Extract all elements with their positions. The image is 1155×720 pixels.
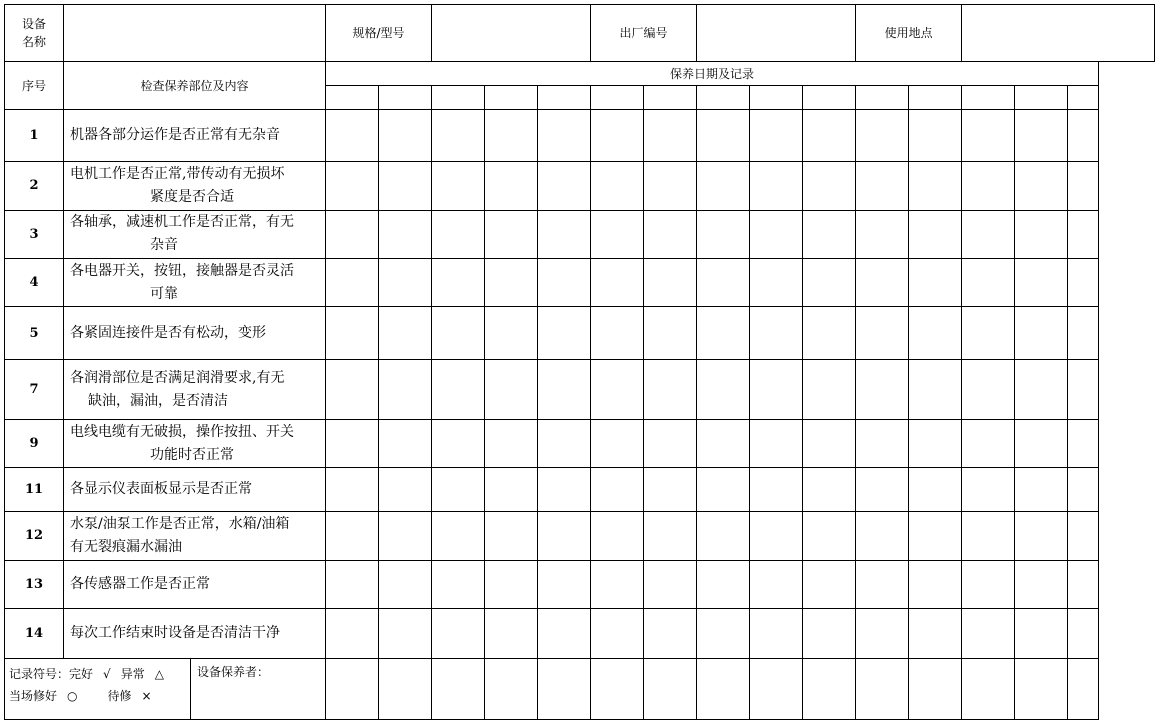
record-cell[interactable] <box>644 307 697 359</box>
record-cell[interactable] <box>962 512 1015 560</box>
record-cell[interactable] <box>962 162 1015 210</box>
item-number: 4 <box>5 259 64 307</box>
record-cell[interactable] <box>538 359 591 420</box>
record-cell[interactable] <box>909 109 962 161</box>
serial-value[interactable] <box>697 5 856 62</box>
date-cell[interactable] <box>591 85 644 109</box>
record-cell[interactable] <box>750 259 803 307</box>
item-content-line1: 各电器开关，按钮，接触器是否灵活 <box>70 262 294 279</box>
record-cell[interactable] <box>591 210 644 258</box>
serial-label: 出厂编号 <box>591 5 697 62</box>
record-cell[interactable] <box>485 162 538 210</box>
record-cell[interactable] <box>1015 259 1068 307</box>
record-cell[interactable] <box>803 467 856 511</box>
record-cell[interactable] <box>803 608 856 658</box>
footer-legend-cell <box>5 659 326 720</box>
record-cell[interactable] <box>962 420 1015 467</box>
date-cell[interactable] <box>750 85 803 109</box>
spec-label: 规格/型号 <box>326 5 432 62</box>
maintainer-sign-cell[interactable] <box>750 659 803 720</box>
item-number: 12 <box>5 512 64 560</box>
record-cell[interactable] <box>379 467 432 511</box>
record-cell[interactable] <box>697 307 750 359</box>
record-cell[interactable] <box>379 259 432 307</box>
maintainer-sign-cell[interactable] <box>485 659 538 720</box>
record-cell[interactable] <box>1015 467 1068 511</box>
date-cell[interactable] <box>962 85 1015 109</box>
item-number: 5 <box>5 307 64 359</box>
record-cell[interactable] <box>1015 560 1068 608</box>
legend-good-symbol: √ <box>103 667 111 682</box>
date-cell[interactable] <box>856 85 909 109</box>
item-content <box>64 560 326 608</box>
item-number: 14 <box>5 608 64 658</box>
record-cell[interactable] <box>326 359 379 420</box>
record-cell[interactable] <box>962 210 1015 258</box>
date-cell[interactable] <box>1068 85 1099 109</box>
record-cell[interactable] <box>644 420 697 467</box>
record-cell[interactable] <box>644 359 697 420</box>
column-header-row <box>5 62 1155 85</box>
record-cell[interactable] <box>326 467 379 511</box>
record-cell[interactable] <box>326 259 379 307</box>
record-cell[interactable] <box>326 210 379 258</box>
item-number: 7 <box>5 359 64 420</box>
record-cell[interactable] <box>1068 259 1099 307</box>
record-cell[interactable] <box>909 420 962 467</box>
item-content-line2: 有无裂痕漏水漏油 <box>70 538 182 555</box>
record-cell[interactable] <box>856 512 909 560</box>
maintainer-sign-cell[interactable] <box>856 659 909 720</box>
record-cell[interactable] <box>1015 359 1068 420</box>
record-cell[interactable] <box>591 109 644 161</box>
record-cell[interactable] <box>962 307 1015 359</box>
record-cell[interactable] <box>538 560 591 608</box>
maintainer-sign-cell[interactable] <box>909 659 962 720</box>
record-cell[interactable] <box>697 560 750 608</box>
record-cell[interactable] <box>803 259 856 307</box>
item-content <box>64 259 326 307</box>
record-cell[interactable] <box>803 210 856 258</box>
record-cell[interactable] <box>856 109 909 161</box>
record-cell[interactable] <box>485 512 538 560</box>
maintainer-sign-cell[interactable] <box>538 659 591 720</box>
record-cell[interactable] <box>538 467 591 511</box>
record-cell[interactable] <box>538 512 591 560</box>
record-cell[interactable] <box>485 210 538 258</box>
record-cell[interactable] <box>750 210 803 258</box>
record-cell[interactable] <box>485 359 538 420</box>
record-cell[interactable] <box>750 359 803 420</box>
location-label: 使用地点 <box>856 5 962 62</box>
record-cell[interactable] <box>379 420 432 467</box>
record-cell[interactable] <box>379 162 432 210</box>
item-number: 11 <box>5 467 64 511</box>
record-cell[interactable] <box>803 560 856 608</box>
record-cell[interactable] <box>1068 359 1099 420</box>
record-cell[interactable] <box>1068 210 1099 258</box>
record-cell[interactable] <box>591 359 644 420</box>
date-cell[interactable] <box>485 85 538 109</box>
maintenance-table <box>4 4 1155 720</box>
legend-prefix: 记录符号： <box>9 667 70 682</box>
maintainer-sign-cell[interactable] <box>803 659 856 720</box>
maintainer-sign-cell[interactable] <box>697 659 750 720</box>
record-cell[interactable] <box>538 259 591 307</box>
record-cell[interactable] <box>1015 109 1068 161</box>
legend-pending-symbol: × <box>141 689 152 704</box>
record-cell[interactable] <box>750 467 803 511</box>
record-cell[interactable] <box>750 560 803 608</box>
maintainer-sign-cell[interactable] <box>962 659 1015 720</box>
record-cell[interactable] <box>803 109 856 161</box>
record-cell[interactable] <box>326 307 379 359</box>
record-cell[interactable] <box>379 210 432 258</box>
legend-onsite-symbol: ○ <box>67 689 78 704</box>
record-cell[interactable] <box>644 512 697 560</box>
table-row <box>5 307 1155 359</box>
location-value[interactable] <box>962 5 1155 62</box>
maintainer-sign-cell[interactable] <box>591 659 644 720</box>
record-cell[interactable] <box>538 608 591 658</box>
record-cell[interactable] <box>591 162 644 210</box>
record-cell[interactable] <box>485 420 538 467</box>
table-row <box>5 608 1155 658</box>
record-cell[interactable] <box>856 420 909 467</box>
record-cell[interactable] <box>1015 608 1068 658</box>
record-cell[interactable] <box>485 608 538 658</box>
record-cell[interactable] <box>750 420 803 467</box>
record-cell[interactable] <box>909 512 962 560</box>
item-number: 1 <box>5 109 64 161</box>
record-cell[interactable] <box>1015 420 1068 467</box>
date-cell[interactable] <box>803 85 856 109</box>
item-content <box>64 162 326 210</box>
date-cell[interactable] <box>1015 85 1068 109</box>
record-cell[interactable] <box>432 109 485 161</box>
record-cell[interactable] <box>1015 162 1068 210</box>
record-cell[interactable] <box>485 109 538 161</box>
record-cell[interactable] <box>485 560 538 608</box>
table-row <box>5 210 1155 258</box>
record-cell[interactable] <box>856 210 909 258</box>
record-cell[interactable] <box>856 307 909 359</box>
legend-pending-label: 待修 <box>107 689 132 704</box>
record-cell[interactable] <box>856 162 909 210</box>
device-name-label-line2: 名称 <box>21 35 46 50</box>
record-cell[interactable] <box>432 608 485 658</box>
record-cell[interactable] <box>591 259 644 307</box>
record-cell[interactable] <box>1068 162 1099 210</box>
item-content-line2: 功能时否正常 <box>150 446 234 463</box>
record-cell[interactable] <box>803 359 856 420</box>
record-cell[interactable] <box>750 307 803 359</box>
record-cell[interactable] <box>697 162 750 210</box>
record-cell[interactable] <box>432 210 485 258</box>
record-cell[interactable] <box>697 420 750 467</box>
item-number: 9 <box>5 420 64 467</box>
item-content-line1: 各轴承，减速机工作是否正常，有无 <box>70 214 294 231</box>
item-content-line2: 杂音 <box>150 237 178 254</box>
record-cell[interactable] <box>326 162 379 210</box>
date-cell[interactable] <box>538 85 591 109</box>
legend-good-label: 完好 <box>69 667 94 682</box>
record-cell[interactable] <box>538 109 591 161</box>
item-content <box>64 467 326 511</box>
item-content <box>64 307 326 359</box>
record-cell[interactable] <box>432 420 485 467</box>
item-content-line2: 缺油，漏油，是否清洁 <box>88 392 228 409</box>
record-cell[interactable] <box>591 420 644 467</box>
record-cell[interactable] <box>326 512 379 560</box>
item-content-line1: 各传感器工作是否正常 <box>70 575 210 592</box>
item-number: 3 <box>5 210 64 258</box>
table-row <box>5 359 1155 420</box>
record-cell[interactable] <box>379 359 432 420</box>
legend-abnormal-label: 异常 <box>120 667 145 682</box>
record-cell[interactable] <box>909 259 962 307</box>
record-cell[interactable] <box>644 162 697 210</box>
record-cell[interactable] <box>432 307 485 359</box>
item-content-line2: 可靠 <box>150 285 178 302</box>
item-content-line2: 紧度是否合适 <box>150 188 234 205</box>
record-cell[interactable] <box>962 109 1015 161</box>
date-cell[interactable] <box>326 85 379 109</box>
maintainer-sign-cell[interactable] <box>644 659 697 720</box>
record-cell[interactable] <box>644 608 697 658</box>
item-content-line1: 各紧固连接件是否有松动，变形 <box>70 324 266 341</box>
item-content-line1: 电机工作是否正常,带传动有无损坏 <box>70 165 285 182</box>
record-cell[interactable] <box>379 560 432 608</box>
record-cell[interactable] <box>750 162 803 210</box>
maintainer-sign-cell[interactable] <box>1015 659 1068 720</box>
record-cell[interactable] <box>909 162 962 210</box>
record-cell[interactable] <box>962 259 1015 307</box>
record-cell[interactable] <box>697 608 750 658</box>
date-cell[interactable] <box>644 85 697 109</box>
record-cell[interactable] <box>856 359 909 420</box>
record-cell[interactable] <box>962 560 1015 608</box>
record-cell[interactable] <box>1068 560 1099 608</box>
record-cell[interactable] <box>1015 307 1068 359</box>
legend-block <box>5 659 191 719</box>
maintainer-sign-cell[interactable] <box>1068 659 1099 720</box>
record-cell[interactable] <box>432 512 485 560</box>
maintainer-label: 设备保养者： <box>197 665 270 680</box>
record-cell[interactable] <box>909 608 962 658</box>
record-cell[interactable] <box>909 359 962 420</box>
record-cell[interactable] <box>644 560 697 608</box>
record-cell[interactable] <box>697 210 750 258</box>
record-cell[interactable] <box>485 467 538 511</box>
record-cell[interactable] <box>591 467 644 511</box>
table-row <box>5 109 1155 161</box>
record-cell[interactable] <box>697 512 750 560</box>
record-cell[interactable] <box>909 467 962 511</box>
record-cell[interactable] <box>803 307 856 359</box>
device-name-label <box>5 5 64 62</box>
item-content-line1: 机器各部分运作是否正常有无杂音 <box>70 127 280 144</box>
record-cell[interactable] <box>538 162 591 210</box>
table-row <box>5 259 1155 307</box>
record-cell[interactable] <box>379 307 432 359</box>
record-cell[interactable] <box>697 359 750 420</box>
table-row <box>5 420 1155 467</box>
record-cell[interactable] <box>856 608 909 658</box>
table-row <box>5 162 1155 210</box>
date-cell[interactable] <box>379 85 432 109</box>
record-cell[interactable] <box>1068 467 1099 511</box>
item-content <box>64 359 326 420</box>
record-cell[interactable] <box>856 467 909 511</box>
item-content-line1: 各显示仪表面板显示是否正常 <box>70 480 252 497</box>
record-cell[interactable] <box>379 109 432 161</box>
record-cell[interactable] <box>962 467 1015 511</box>
date-cell[interactable] <box>909 85 962 109</box>
record-cell[interactable] <box>1068 608 1099 658</box>
record-cell[interactable] <box>538 210 591 258</box>
footer-row <box>5 659 1155 720</box>
record-cell[interactable] <box>909 307 962 359</box>
maintainer-sign-cell[interactable] <box>326 659 379 720</box>
record-cell[interactable] <box>326 109 379 161</box>
maintainer-sign-cell[interactable] <box>432 659 485 720</box>
record-cell[interactable] <box>326 560 379 608</box>
record-cell[interactable] <box>591 512 644 560</box>
record-cell[interactable] <box>856 259 909 307</box>
record-cell[interactable] <box>1015 512 1068 560</box>
record-cell[interactable] <box>485 259 538 307</box>
item-content <box>64 608 326 658</box>
table-row <box>5 467 1155 511</box>
record-cell[interactable] <box>803 420 856 467</box>
record-cell[interactable] <box>326 420 379 467</box>
record-cell[interactable] <box>591 608 644 658</box>
item-content <box>64 109 326 161</box>
device-name-value[interactable] <box>64 5 326 62</box>
device-info-row <box>5 5 1155 62</box>
record-cell[interactable] <box>644 467 697 511</box>
record-cell[interactable] <box>1068 307 1099 359</box>
record-cell[interactable] <box>750 109 803 161</box>
item-number: 2 <box>5 162 64 210</box>
record-cell[interactable] <box>485 307 538 359</box>
legend-abnormal-symbol: △ <box>154 667 164 682</box>
record-cell[interactable] <box>803 162 856 210</box>
item-number: 13 <box>5 560 64 608</box>
item-content <box>64 420 326 467</box>
record-cell[interactable] <box>909 210 962 258</box>
record-cell[interactable] <box>909 560 962 608</box>
record-cell[interactable] <box>644 259 697 307</box>
item-content-line1: 水泵/油泵工作是否正常，水箱/油箱 <box>70 515 290 532</box>
record-cell[interactable] <box>432 259 485 307</box>
spec-value[interactable] <box>432 5 591 62</box>
record-cell[interactable] <box>326 608 379 658</box>
item-content-line1: 每次工作结束时设备是否清洁干净 <box>70 625 280 642</box>
record-cell[interactable] <box>644 210 697 258</box>
seq-header: 序号 <box>5 62 64 109</box>
item-content-line1: 各润滑部位是否满足润滑要求,有无 <box>70 369 285 386</box>
record-cell[interactable] <box>962 608 1015 658</box>
content-header: 检查保养部位及内容 <box>64 62 326 109</box>
record-cell[interactable] <box>432 162 485 210</box>
record-cell[interactable] <box>697 109 750 161</box>
item-content <box>64 210 326 258</box>
item-content <box>64 512 326 560</box>
record-cell[interactable] <box>697 259 750 307</box>
record-cell[interactable] <box>591 560 644 608</box>
record-cell[interactable] <box>432 467 485 511</box>
table-row <box>5 560 1155 608</box>
record-cell[interactable] <box>379 512 432 560</box>
record-cell[interactable] <box>697 467 750 511</box>
record-cell[interactable] <box>538 420 591 467</box>
record-cell[interactable] <box>962 359 1015 420</box>
record-cell[interactable] <box>1068 420 1099 467</box>
record-cell[interactable] <box>803 512 856 560</box>
record-cell[interactable] <box>591 307 644 359</box>
record-header: 保养日期及记录 <box>326 62 1099 85</box>
maintainer-sign-cell[interactable] <box>379 659 432 720</box>
record-cell[interactable] <box>1068 512 1099 560</box>
table-row <box>5 512 1155 560</box>
record-cell[interactable] <box>432 359 485 420</box>
record-cell[interactable] <box>432 560 485 608</box>
record-cell[interactable] <box>750 608 803 658</box>
device-name-label-line1: 设备 <box>21 17 46 32</box>
record-cell[interactable] <box>379 608 432 658</box>
legend-onsite-label: 当场修好 <box>9 689 58 704</box>
record-cell[interactable] <box>1015 210 1068 258</box>
item-content-line1: 电线电缆有无破损，操作按扭、开关 <box>70 423 294 440</box>
date-cell[interactable] <box>432 85 485 109</box>
date-cell[interactable] <box>697 85 750 109</box>
record-cell[interactable] <box>644 109 697 161</box>
record-cell[interactable] <box>1068 109 1099 161</box>
record-cell[interactable] <box>538 307 591 359</box>
record-cell[interactable] <box>750 512 803 560</box>
record-cell[interactable] <box>856 560 909 608</box>
